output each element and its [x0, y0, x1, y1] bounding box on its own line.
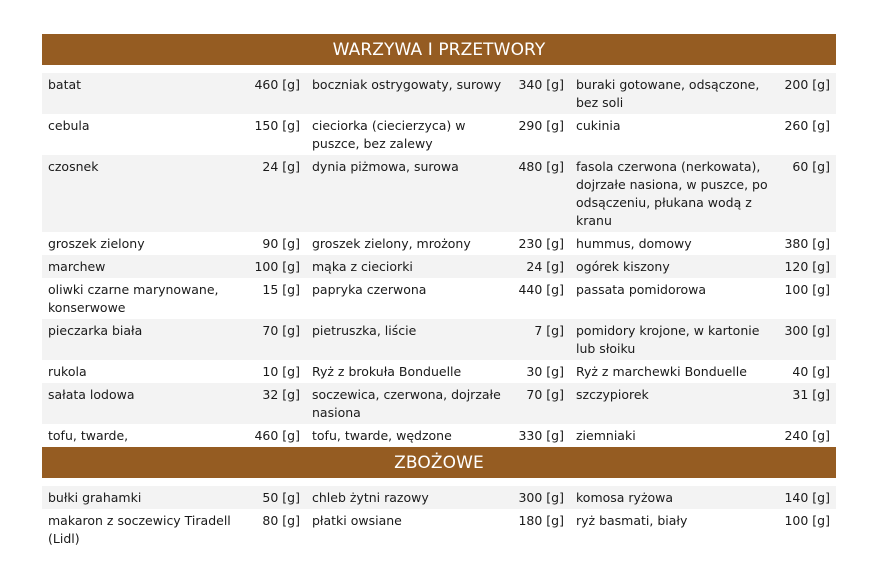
item-cell: [42, 424, 306, 447]
item-cell: [306, 232, 570, 255]
table-row: [42, 424, 836, 447]
item-cell: [306, 255, 570, 278]
item-qty: 180 [g]: [518, 513, 564, 528]
item-name: sałata lodowa: [48, 387, 135, 402]
table-row: [42, 278, 836, 319]
section-header: ZBOŻOWE: [42, 447, 836, 480]
item-name: buraki gotowane, odsączone, bez soli: [576, 77, 760, 110]
item-cell: [306, 360, 570, 383]
item-qty: 290 [g]: [518, 118, 564, 133]
item-qty: 100 [g]: [784, 282, 830, 297]
item-qty: 50 [g]: [262, 490, 300, 505]
item-qty: 200 [g]: [784, 77, 830, 92]
item-cell: [306, 319, 570, 360]
item-cell: [570, 486, 836, 509]
item-name: cukinia: [576, 118, 621, 133]
item-name: papryka czerwona: [312, 282, 427, 297]
item-cell: [42, 319, 306, 360]
table-row: [42, 155, 836, 232]
item-name: mąka z cieciorki: [312, 259, 413, 274]
item-qty: 260 [g]: [784, 118, 830, 133]
item-cell: [42, 509, 306, 550]
item-name: fasola czerwona (nerkowata), dojrzałe nasiona, w puszce, po odsączeniu, płukana wodą z kranu: [576, 159, 768, 228]
item-name: Ryż z marchewki Bonduelle: [576, 364, 747, 379]
item-cell: [570, 319, 836, 360]
item-cell: [42, 278, 306, 319]
item-cell: [306, 486, 570, 509]
item-qty: 15 [g]: [262, 282, 300, 297]
item-name: batat: [48, 77, 82, 92]
section-vegetables: [42, 34, 836, 447]
item-cell: [570, 360, 836, 383]
item-name: szczypiorek: [576, 387, 649, 402]
item-qty: 240 [g]: [784, 428, 830, 443]
item-name: Ryż z brokuła Bonduelle: [312, 364, 462, 379]
item-name: pomidory krojone, w kartonie lub słoiku: [576, 323, 760, 356]
item-qty: 120 [g]: [784, 259, 830, 274]
shopping-list: [42, 34, 836, 550]
section-grains: [42, 447, 836, 550]
item-name: rukola: [48, 364, 87, 379]
item-name: passata pomidorowa: [576, 282, 707, 297]
table-row: [42, 232, 836, 255]
item-qty: 440 [g]: [518, 282, 564, 297]
item-qty: 24 [g]: [526, 259, 564, 274]
item-name: dynia piżmowa, surowa: [312, 159, 459, 174]
item-name: cebula: [48, 118, 90, 133]
item-qty: 90 [g]: [262, 236, 300, 251]
section-header: WARZYWA I PRZETWORY: [42, 34, 836, 67]
item-name: pietruszka, liście: [312, 323, 417, 338]
item-cell: [306, 383, 570, 424]
item-cell: [306, 155, 570, 232]
table-row: [42, 255, 836, 278]
item-qty: 70 [g]: [526, 387, 564, 402]
item-qty: 300 [g]: [518, 490, 564, 505]
item-cell: [42, 114, 306, 155]
item-cell: [570, 509, 836, 550]
item-name: groszek zielony, mrożony: [312, 236, 471, 251]
item-qty: 300 [g]: [784, 323, 830, 338]
item-qty: 460 [g]: [254, 77, 300, 92]
item-qty: 10 [g]: [262, 364, 300, 379]
table-row: [42, 486, 836, 509]
item-qty: 330 [g]: [518, 428, 564, 443]
item-name: cieciorka (ciecierzyca) w puszce, bez zalewy: [312, 118, 466, 151]
item-cell: [570, 424, 836, 447]
item-cell: [42, 73, 306, 114]
item-qty: 7 [g]: [534, 323, 564, 338]
item-qty: 340 [g]: [518, 77, 564, 92]
section-rows: [42, 486, 836, 550]
item-cell: [42, 486, 306, 509]
item-qty: 100 [g]: [784, 513, 830, 528]
table-row: [42, 383, 836, 424]
item-name: bułki grahamki: [48, 490, 142, 505]
item-name: pieczarka biała: [48, 323, 143, 338]
table-row: [42, 319, 836, 360]
item-cell: [42, 155, 306, 232]
table-row: [42, 509, 836, 550]
item-qty: 230 [g]: [518, 236, 564, 251]
item-cell: [306, 509, 570, 550]
section-rows: [42, 73, 836, 447]
item-qty: 31 [g]: [792, 387, 830, 402]
item-name: soczewica, czerwona, dojrzałe nasiona: [312, 387, 501, 420]
item-qty: 32 [g]: [262, 387, 300, 402]
item-cell: [306, 73, 570, 114]
item-name: tofu, twarde, wędzone: [312, 428, 452, 443]
item-cell: [306, 424, 570, 447]
item-cell: [570, 114, 836, 155]
item-name: tofu, twarde,: [48, 428, 129, 443]
table-row: [42, 73, 836, 114]
item-name: komosa ryżowa: [576, 490, 674, 505]
item-cell: [570, 278, 836, 319]
item-qty: 24 [g]: [262, 159, 300, 174]
table-row: [42, 114, 836, 155]
item-cell: [570, 155, 836, 232]
item-cell: [570, 383, 836, 424]
item-qty: 80 [g]: [262, 513, 300, 528]
item-name: ryż basmati, biały: [576, 513, 688, 528]
table-row: [42, 360, 836, 383]
item-cell: [42, 360, 306, 383]
item-qty: 30 [g]: [526, 364, 564, 379]
item-qty: 100 [g]: [254, 259, 300, 274]
item-name: płatki owsiane: [312, 513, 402, 528]
item-cell: [306, 114, 570, 155]
item-name: oliwki czarne marynowane, konserwowe: [48, 282, 219, 315]
item-cell: [42, 383, 306, 424]
item-qty: 140 [g]: [784, 490, 830, 505]
item-cell: [42, 255, 306, 278]
item-cell: [306, 278, 570, 319]
item-cell: [570, 255, 836, 278]
item-qty: 70 [g]: [262, 323, 300, 338]
item-name: hummus, domowy: [576, 236, 692, 251]
item-cell: [42, 232, 306, 255]
item-name: boczniak ostrygowaty, surowy: [312, 77, 502, 92]
item-qty: 460 [g]: [254, 428, 300, 443]
item-name: ziemniaki: [576, 428, 636, 443]
item-name: czosnek: [48, 159, 99, 174]
item-qty: 380 [g]: [784, 236, 830, 251]
item-qty: 40 [g]: [792, 364, 830, 379]
item-qty: 150 [g]: [254, 118, 300, 133]
item-qty: 480 [g]: [518, 159, 564, 174]
item-cell: [570, 232, 836, 255]
item-name: makaron z soczewicy Tiradell (Lidl): [48, 513, 231, 546]
item-name: chleb żytni razowy: [312, 490, 429, 505]
item-qty: 60 [g]: [792, 159, 830, 174]
item-name: ogórek kiszony: [576, 259, 670, 274]
item-name: groszek zielony: [48, 236, 145, 251]
item-name: marchew: [48, 259, 106, 274]
item-cell: [570, 73, 836, 114]
